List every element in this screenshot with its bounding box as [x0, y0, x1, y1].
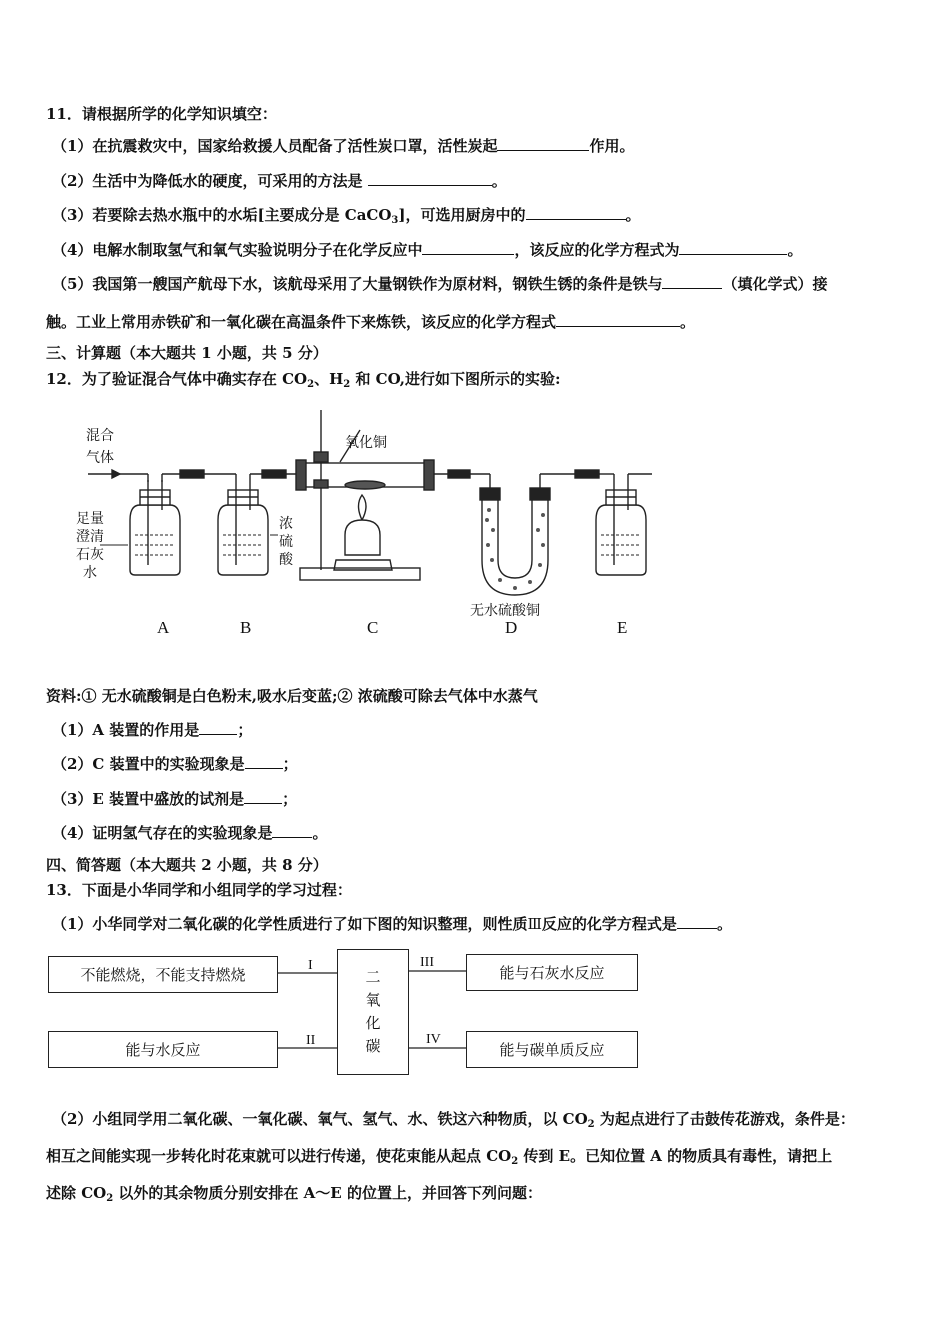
q12-sub4: （4）证明氢气存在的实验现象是 。	[52, 824, 328, 842]
q11-part2: （2）生活中为降低水的硬度，可采用的方法是 。	[52, 172, 507, 190]
label-c: C	[367, 618, 379, 637]
answer-blank[interactable]	[199, 720, 237, 735]
answer-blank[interactable]	[526, 205, 626, 220]
inlet-label: 混合 气体	[86, 428, 114, 466]
anhydrous-cuso4-label: 无水硫酸铜	[470, 603, 540, 619]
copper-oxide-label: 氧化铜	[345, 435, 387, 451]
answer-blank[interactable]	[272, 823, 312, 838]
answer-blank[interactable]	[245, 754, 283, 769]
label-e: E	[617, 618, 628, 637]
bottle-a-label: 足量 澄清 石灰 水	[76, 511, 104, 581]
answer-blank[interactable]	[422, 240, 514, 255]
roman-2: II	[306, 1033, 316, 1048]
q12-title: 12．为了验证混合气体中确实存在 $CO_2$、$H_2$ 和 CO,进行如下图所示的实验:	[46, 370, 561, 390]
q13-title: 13．下面是小华同学和小组同学的学习过程：	[46, 881, 352, 899]
q13-part2-cont1: 相互之间能实现一步转化时花束就可以进行传递，使花束能从起点 $CO_2$ 传到 E。已知位置 A 的物质具有毒性，请把上	[46, 1147, 833, 1167]
answer-blank[interactable]	[677, 914, 717, 929]
co2-center-box: 二 氧 化 碳	[337, 949, 409, 1075]
q11-part1: （1）在抗震救灾中，国家给救援人员配备了活性炭口罩，活性炭起 作用。	[52, 137, 635, 155]
q13-part2: （2）小组同学用二氧化碳、一氧化碳、氧气、氢气、水、铁这六种物质，以 $CO_2$ 为起点进行了击鼓传花游戏，条件是：	[52, 1110, 855, 1130]
q11-part3: （3）若要除去热水瓶中的水垢[主要成分是 CaCO$_3$]，可选用厨房中的 。	[52, 206, 641, 226]
property-box-2: 能与水反应	[48, 1031, 278, 1068]
section-3-heading: 三、计算题（本大题共 1 小题，共 5 分）	[46, 344, 328, 362]
roman-4: IV	[426, 1032, 441, 1047]
property-box-4: 能与碳单质反应	[466, 1031, 638, 1068]
q11-part4: （4）电解水制取氢气和氧气实验说明分子在化学反应中 ，该反应的化学方程式为 。	[52, 241, 803, 259]
property-box-3: 能与石灰水反应	[466, 954, 638, 991]
q12-info: 资料:① 无水硫酸铜是白色粉末,吸水后变蓝;② 浓硫酸可除去气体中水蒸气	[46, 687, 538, 705]
label-a: A	[157, 618, 170, 637]
label-b: B	[240, 618, 252, 637]
answer-blank[interactable]	[556, 312, 680, 327]
q12-sub3: （3）E 装置中盛放的试剂是 ；	[52, 790, 298, 808]
q13-part1: （1）小华同学对二氧化碳的化学性质进行了如下图的知识整理，则性质Ⅲ反应的化学方程式是 。	[52, 915, 732, 933]
q11-part5: （5）我国第一艘国产航母下水，该航母采用了大量钢铁作为原材料，钢铁生锈的条件是铁与 （填化学式）接	[52, 275, 828, 293]
bottle-b-label: 浓 硫 酸	[279, 516, 293, 568]
answer-blank[interactable]	[368, 171, 492, 186]
q12-sub2: （2）C 装置中的实验现象是 ；	[52, 755, 298, 773]
answer-blank[interactable]	[679, 240, 787, 255]
property-box-1: 不能燃烧，不能支持燃烧	[48, 956, 278, 993]
answer-blank[interactable]	[497, 136, 589, 151]
q11-part5-cont: 触。工业上常用赤铁矿和一氧化碳在高温条件下来炼铁，该反应的化学方程式 。	[46, 313, 696, 331]
section-4-heading: 四、简答题（本大题共 2 小题，共 8 分）	[46, 856, 328, 874]
answer-blank[interactable]	[244, 789, 282, 804]
roman-1: I	[308, 958, 313, 973]
label-d: D	[505, 618, 518, 637]
q13-part2-cont2: 述除 $CO_2$ 以外的其余物质分别安排在 A～E 的位置上，并回答下列问题：	[46, 1184, 542, 1204]
answer-blank[interactable]	[662, 274, 722, 289]
q11-title: 11．请根据所学的化学知识填空：	[46, 105, 277, 123]
roman-3: III	[420, 955, 434, 970]
q12-sub1: （1）A 装置的作用是 ；	[52, 721, 253, 739]
